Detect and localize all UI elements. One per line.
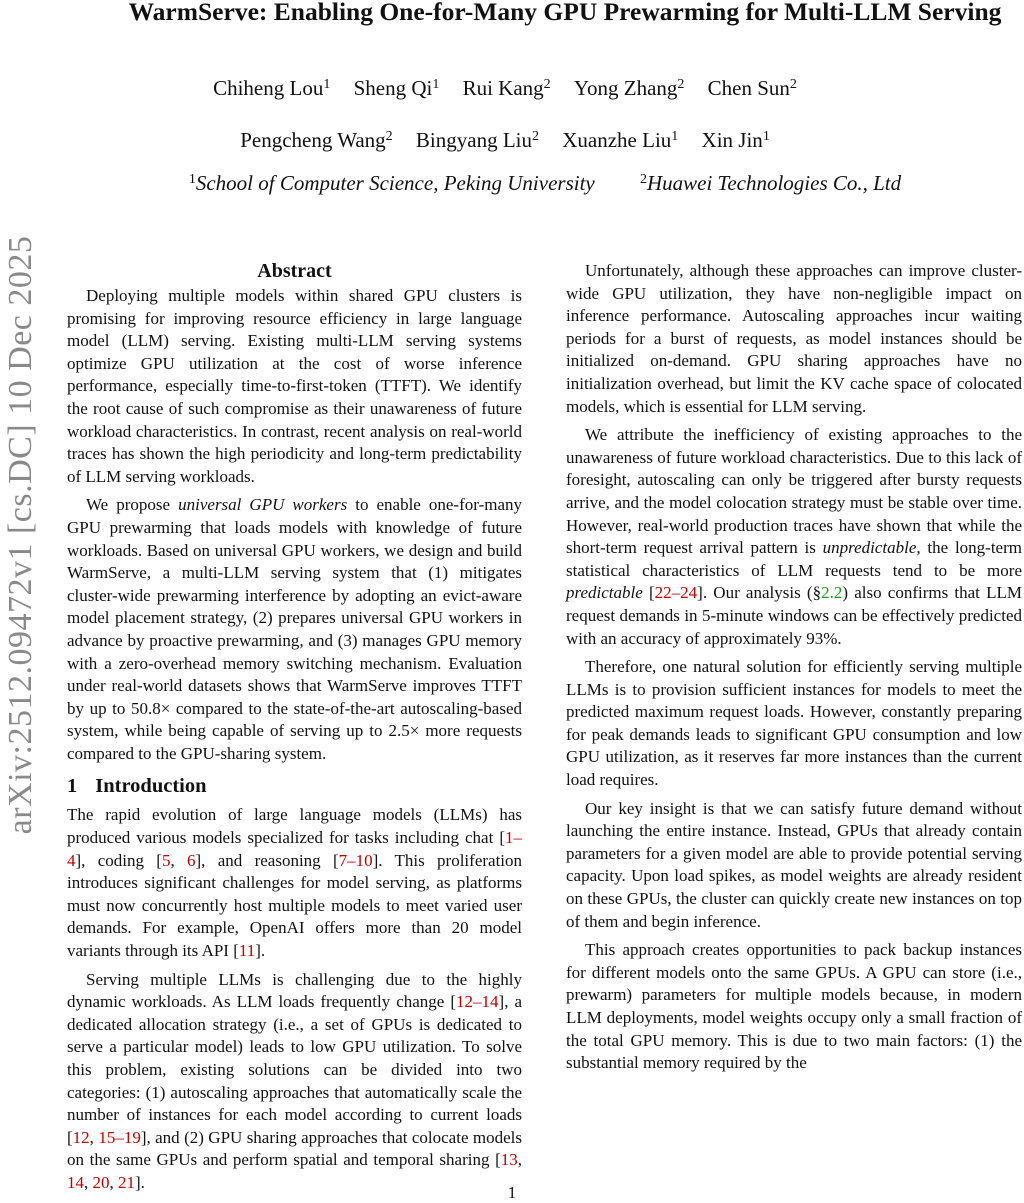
author-row-1 <box>70 75 940 101</box>
intro-paragraph: Therefore, one natural solution for efficiently serving multiple LLMs is to provision sufficient instances for models to meet the predicted maximum request loads. However, constantly preparing for peak demands leads to significant GPU consumption and low GPU utilization, as it reserves far more instances than the current load requires. <box>566 657 1022 790</box>
citation-link[interactable]: 11 <box>238 941 256 961</box>
citation-link[interactable]: 13 <box>500 1150 518 1170</box>
affiliation: $^1$School of Computer Science, Peking University <box>188 171 595 195</box>
affiliation: $^2$Huawei Technologies Co., Ltd <box>639 171 902 195</box>
citation-link[interactable]: 12 <box>72 1127 90 1147</box>
section-heading: 1 Introduction <box>67 775 207 798</box>
author: Chen Sun$^2$ <box>707 76 797 100</box>
abstract-paragraph: Deploying multiple models within shared GPU clusters is promising for improving resource efficiency in large language model (LLM) serving. Existing multi-LLM serving systems optimize GPU utilization at the cost of worse inference performance, especially time-to-first-token (TTFT). We identify the root cause of such compromise as their unawareness of future workload characteristics. In contrast, recent analysis on real-world traces has shown the high periodicity and long-term predictability of LLM serving workloads. <box>67 286 522 486</box>
intro-paragraph: Our key insight is that we can satisfy future demand without launching the entire instance. Instead, GPUs that already contain parameters for a given model are able to provide potential serving capacity. Upon load spikes, as model weights are already resident on these GPUs, the cluster can quickly create new instances on top of them and begin inference. <box>566 798 1022 931</box>
author: Xin Jin$^1$ <box>701 128 770 152</box>
intro-paragraph: We attribute the inefficiency of existing approaches to the unawareness of future workload characteristics. Due to this lack of foresight, autoscaling can only be triggered after bursty requests arrive, and the model colocation strategy must be stable over time. However, real-world production traces have shown that while the short-term request arrival pattern is unpredictable, the long-term statistical characteristics of LLM requests tend to be more predictable [22–24]. Our analysis (§2.2) also confirms that LLM request demands in 5-minute windows can be effectively predicted with an accuracy of approximately 93%. <box>566 425 1022 648</box>
paper-title: WarmServe: Enabling One-for-Many GPU Prewarming for Multi-LLM Serving <box>128 0 1002 26</box>
citation-link[interactable]: 22–24 <box>654 583 698 603</box>
citation-link[interactable]: 20 <box>92 1172 110 1192</box>
author: Sheng Qi$^1$ <box>353 76 440 100</box>
intro-paragraph: Serving multiple LLMs is challenging due to the highly dynamic workloads. As LLM loads frequently change [12–14], a dedicated allocation strategy (i.e., a set of GPUs is dedicated to serve a particular model) leads to low GPU utilization. To solve this problem, existing solutions can be divided into two categories: (1) autoscaling approaches that automatically scale the number of instances for each model according to current loads [12, 15–19], and (2) GPU sharing approaches that colocate models on the same GPUs and perform spatial and temporal sharing [13, 14, 20, 21]. <box>67 969 522 1192</box>
arxiv-sidebar <box>0 200 44 870</box>
citation-link[interactable]: 14 <box>67 1172 84 1192</box>
author: Rui Kang$^2$ <box>462 76 551 100</box>
author: Chiheng Lou$^1$ <box>213 76 331 100</box>
author-row-2 <box>70 127 940 153</box>
author: Bingyang Liu$^2$ <box>415 128 539 152</box>
author: Yong Zhang$^2$ <box>573 76 685 100</box>
arxiv-identifier: arXiv:2512.09472v1 [cs.DC] 10 Dec 2025 <box>2 235 39 835</box>
citation-link[interactable]: 7–10 <box>338 850 373 870</box>
citation-link[interactable]: 5 <box>161 850 171 870</box>
citation-link[interactable]: 1–4 <box>67 828 522 870</box>
citation-link[interactable]: 12–14 <box>456 992 499 1012</box>
abstract-heading: Abstract <box>257 260 332 282</box>
intro-paragraph: This approach creates opportunities to pack backup instances for different models onto the same GPUs. A GPU can store (i.e., prewarm) parameters for multiple models because, in modern LLM deployments, model weights occupy only a small fraction of the total GPU memory. This is due to two main factors: (1) the substantial memory required by the <box>566 940 1022 1073</box>
citation-link[interactable]: 6 <box>187 850 196 870</box>
section-reference-link[interactable]: 2.2 <box>821 583 843 603</box>
intro-paragraph: The rapid evolution of large language models (LLMs) has produced various models specialized for tasks including chat [1–4], coding [5, 6], and reasoning [7–10]. This proliferation introduces significant challenges for model serving, as platforms must now concurrently host multiple models to meet varied user demands. For example, OpenAI offers more than 20 model variants through its API [11]. <box>67 805 523 961</box>
page-number: 1 <box>507 1183 517 1202</box>
author: Xuanzhe Liu$^1$ <box>562 128 679 152</box>
left-column <box>67 259 522 1201</box>
citation-link[interactable]: 21 <box>118 1172 135 1192</box>
affiliations <box>70 170 1020 196</box>
right-column <box>566 260 1022 1081</box>
intro-paragraph: Unfortunately, although these approaches can improve cluster-wide GPU utilization, they have non-negligible impact on inference performance. Autoscaling approaches incur waiting periods for a burst of requests, as model instances should be initialized on-demand. GPU sharing approaches have no initialization overhead, but limit the KV cache space of colocated models, which is essential for LLM serving. <box>566 261 1022 416</box>
author: Pengcheng Wang$^2$ <box>240 128 393 152</box>
abstract-paragraph: We propose universal GPU workers to enable one-for-many GPU prewarming that loads models with knowledge of future workloads. Based on universal GPU workers, we design and build WarmServe, a multi-LLM serving system that (1) mitigates cluster-wide prewarming interference by adopting an evict-aware model placement strategy, (2) prepares universal GPU workers in advance by proactive prewarming, and (3) manages GPU memory with a zero-overhead memory switching mechanism. Evaluation under real-world datasets shows that WarmServe improves TTFT by up to 50.8× compared to the state-of-the-art autoscaling-based system, while being capable of serving up to 2.5× more requests compared to the GPU-sharing system. <box>67 495 522 763</box>
citation-link[interactable]: 15–19 <box>98 1127 141 1147</box>
